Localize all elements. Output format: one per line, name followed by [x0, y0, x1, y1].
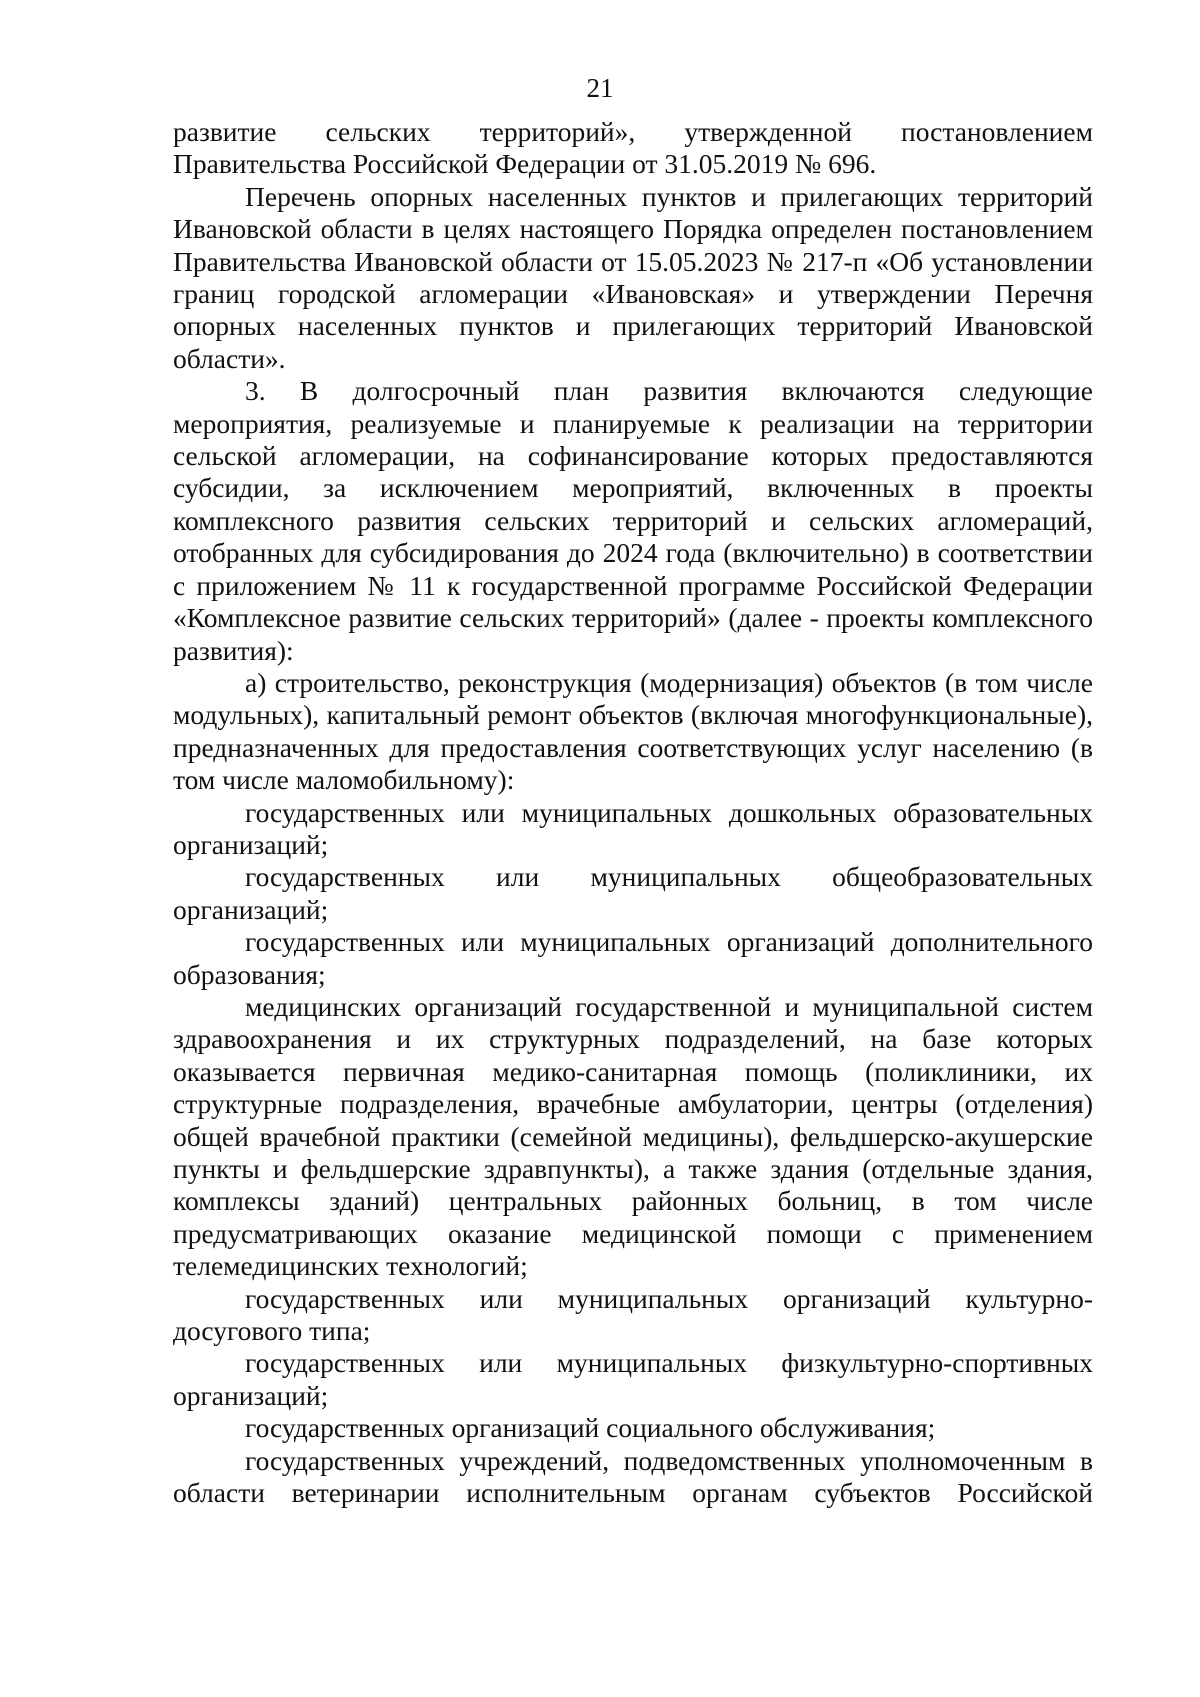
list-item-general-education: государственных или муниципальных общеобразовательных организаций;: [173, 861, 1093, 925]
list-item-social: государственных организаций социального обслуживания;: [245, 1412, 936, 1444]
list-item-sport: государственных или муниципальных физкультурно-спортивных организаций;: [173, 1347, 1093, 1411]
list-item-veterinary: государственных учреждений, подведомственных уполномоченным в области ветеринарии исполнительным органам субъектов Российской: [173, 1444, 1093, 1509]
list-item-medical: медицинских организаций государственной и муниципальной систем здравоохранения и их структурных подразделений, на базе которых оказывается первичная медико-санитарная помощь (поликлиники, их структурные подразделения, врачебные амбулатории, центры (отделения) общей врачебной практики (семейной медицины), фельдшерско-акушерские пункты и фельдшерские здравпункты), а также здания (отдельные здания, комплексы зданий) центральных районных больниц, в том числе предусматривающих оказание медицинской помощи с применением телемедицинских технологий;: [173, 990, 1093, 1282]
list-item-additional-education: государственных или муниципальных организаций дополнительного образования;: [173, 926, 1093, 990]
page-number: 21: [586, 73, 614, 103]
list-item-preschool: государственных или муниципальных дошкольных образовательных организаций;: [173, 796, 1093, 860]
paragraph-reference-settlements: Перечень опорных населенных пунктов и прилегающих территорий Ивановской области в целях настоящего Порядка определен постановлением Правительства Ивановской области от 15.05.2023 № 217-п «Об установлении границ городской агломерации «Ивановская» и утверждении Перечня опорных населенных пунктов и прилегающих территорий Ивановской области».: [173, 180, 1093, 374]
paragraph-continuation: развитие сельских территорий», утвержденной постановлением Правительства Российской Федерации от 31.05.2019 № 696.: [173, 116, 1093, 180]
document-body: [173, 116, 1093, 1509]
list-item-culture: государственных или муниципальных организаций культурно-досугового типа;: [173, 1282, 1093, 1347]
paragraph-item-a: а) строительство, реконструкция (модернизация) объектов (в том числе модульных), капитальный ремонт объектов (включая многофункциональные), предназначенных для предоставления соответствующих услуг населению (в том числе маломобильному):: [173, 666, 1093, 796]
paragraph-item-3: 3. В долгосрочный план развития включаются следующие мероприятия, реализуемые и планируемые к реализации на территории сельской агломерации, на софинансирование которых предоставляются субсидии, за исключением мероприятий, включенных в проекты комплексного развития сельских территорий и сельских агломераций, отобранных для субсидирования до 2024 года (включительно) в соответствии с приложением № 11 к государственной программе Российской Федерации «Комплексное развитие сельских территорий» (далее - проекты комплексного развития):: [173, 375, 1093, 666]
